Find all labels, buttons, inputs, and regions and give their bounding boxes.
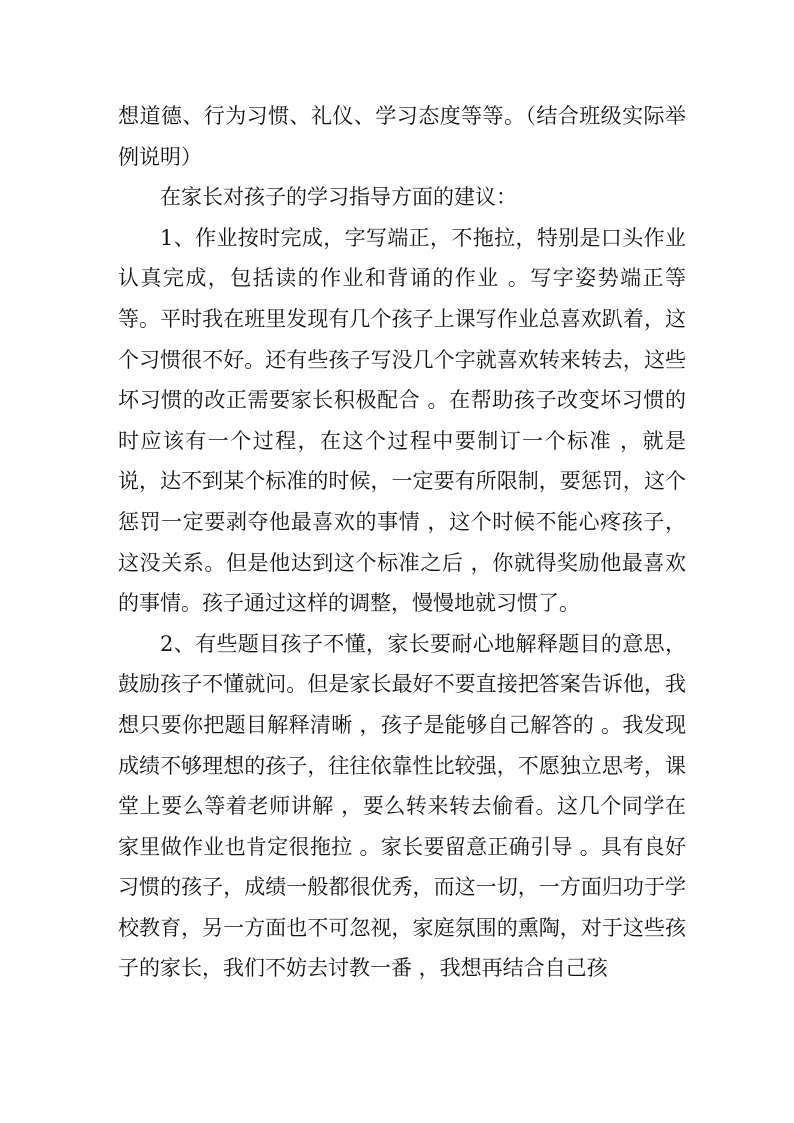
- paragraph-continuation: 想道德、行为习惯、礼仪、学习态度等等。（结合班级实际举例说明）: [118, 104, 686, 169]
- paragraph-advice-1: 1、作业按时完成，字写端正，不拖拉，特别是口头作业认真完成，包括读的作业和背诵的作业 。写字姿势端正等等。平时我在班里发现有几个孩子上课写作业总喜欢趴着，这个习惯很不好。还有些孩子写没几个字就喜欢转来转去，这些坏习惯的改正需要家长积极配合 。在帮助孩子改变坏习惯的时应该有一个过程，在这个过程中要制订一个标准 ，就是说，达不到某个标准的时候，一定要有所限制，要惩罚，这个惩罚一定要剥夺他最喜欢的事情 ，这个时候不能心疼孩子，这没关系。但是他达到这个标准之后 ，你就得奖励他最喜欢的事情。孩子通过这样的调整，慢慢地就习惯了。: [118, 225, 686, 616]
- document-body: [118, 96, 686, 989]
- paragraph-advice-2: 2、有些题目孩子不懂，家长要耐心地解释题目的意思，鼓励孩子不懂就问。但是家长最好不要直接把答案告诉他，我想只要你把题目解释清晰 ，孩子是能够自己解答的 。我发现成绩不够理想的孩子，往往依靠性比较强，不愿独立思考，课堂上要么等着老师讲解 ，要么转来转去偷看。这几个同学在家里做作业也肯定很拖拉 。家长要留意正确引导 。具有良好习惯的孩子，成绩一般都很优秀，而这一切，一方面归功于学校教育，另一方面也不可忽视，家庭氛围的熏陶，对于这些孩子的家长，我们不妨去讨教一番 ，我想再结合自己孩: [118, 631, 686, 981]
- paragraph-advice-heading: 在家长对孩子的学习指导方面的建议：: [160, 185, 517, 210]
